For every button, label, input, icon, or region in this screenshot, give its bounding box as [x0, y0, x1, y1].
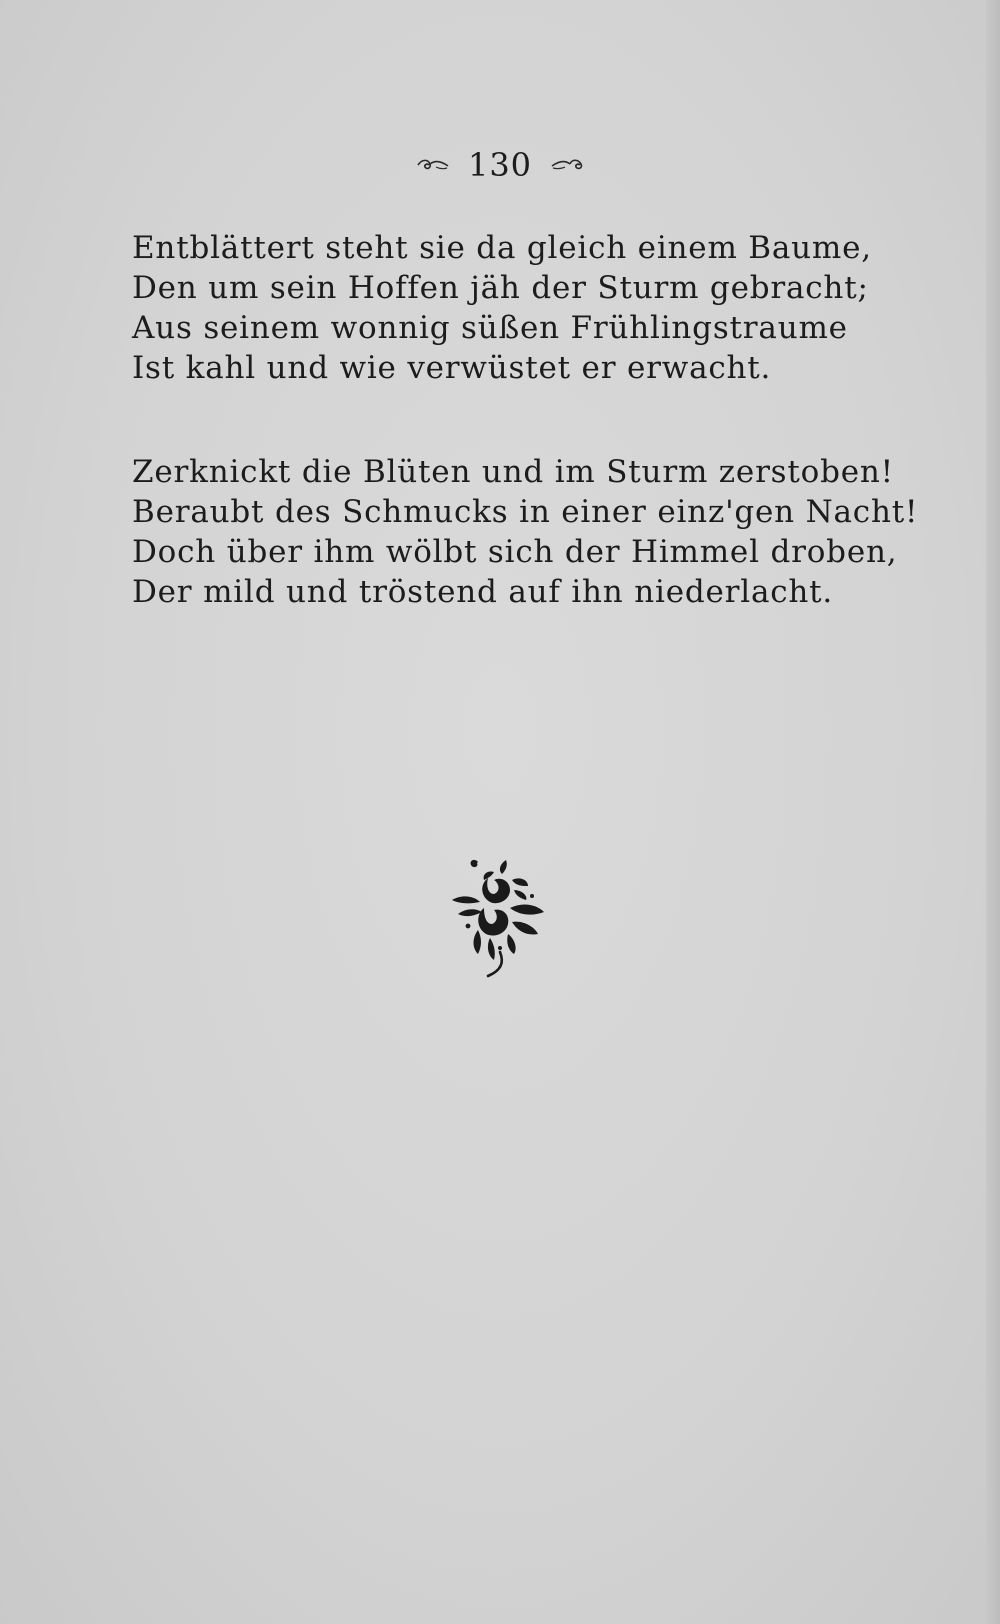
poem-line: Aus seinem wonnig süßen Frühlingstraume: [132, 310, 848, 346]
poem-stanza-1: [132, 228, 892, 388]
left-flourish-icon: [416, 157, 450, 173]
poem-line: Zerknickt die Blüten und im Sturm zerstoben!: [132, 454, 894, 490]
poem-line: Der mild und tröstend auf ihn niederlacht.: [132, 574, 834, 610]
right-flourish-icon: [550, 157, 584, 173]
poem-line: Ist kahl und wie verwüstet er erwacht.: [132, 350, 772, 386]
poem-stanza-2: [132, 452, 919, 612]
page-header: [0, 140, 1000, 190]
page-number: 130: [467, 146, 533, 184]
floral-ornament-icon: [448, 856, 552, 980]
page-edge-shadow: [986, 0, 1000, 1624]
poem-line: Beraubt des Schmucks in einer einz'gen Nacht!: [132, 494, 919, 530]
poem-line: Entblättert steht sie da gleich einem Baume,: [132, 230, 872, 266]
poem-line: Den um sein Hoffen jäh der Sturm gebracht;: [132, 270, 869, 306]
poem-line: Doch über ihm wölbt sich der Himmel droben,: [132, 534, 898, 570]
